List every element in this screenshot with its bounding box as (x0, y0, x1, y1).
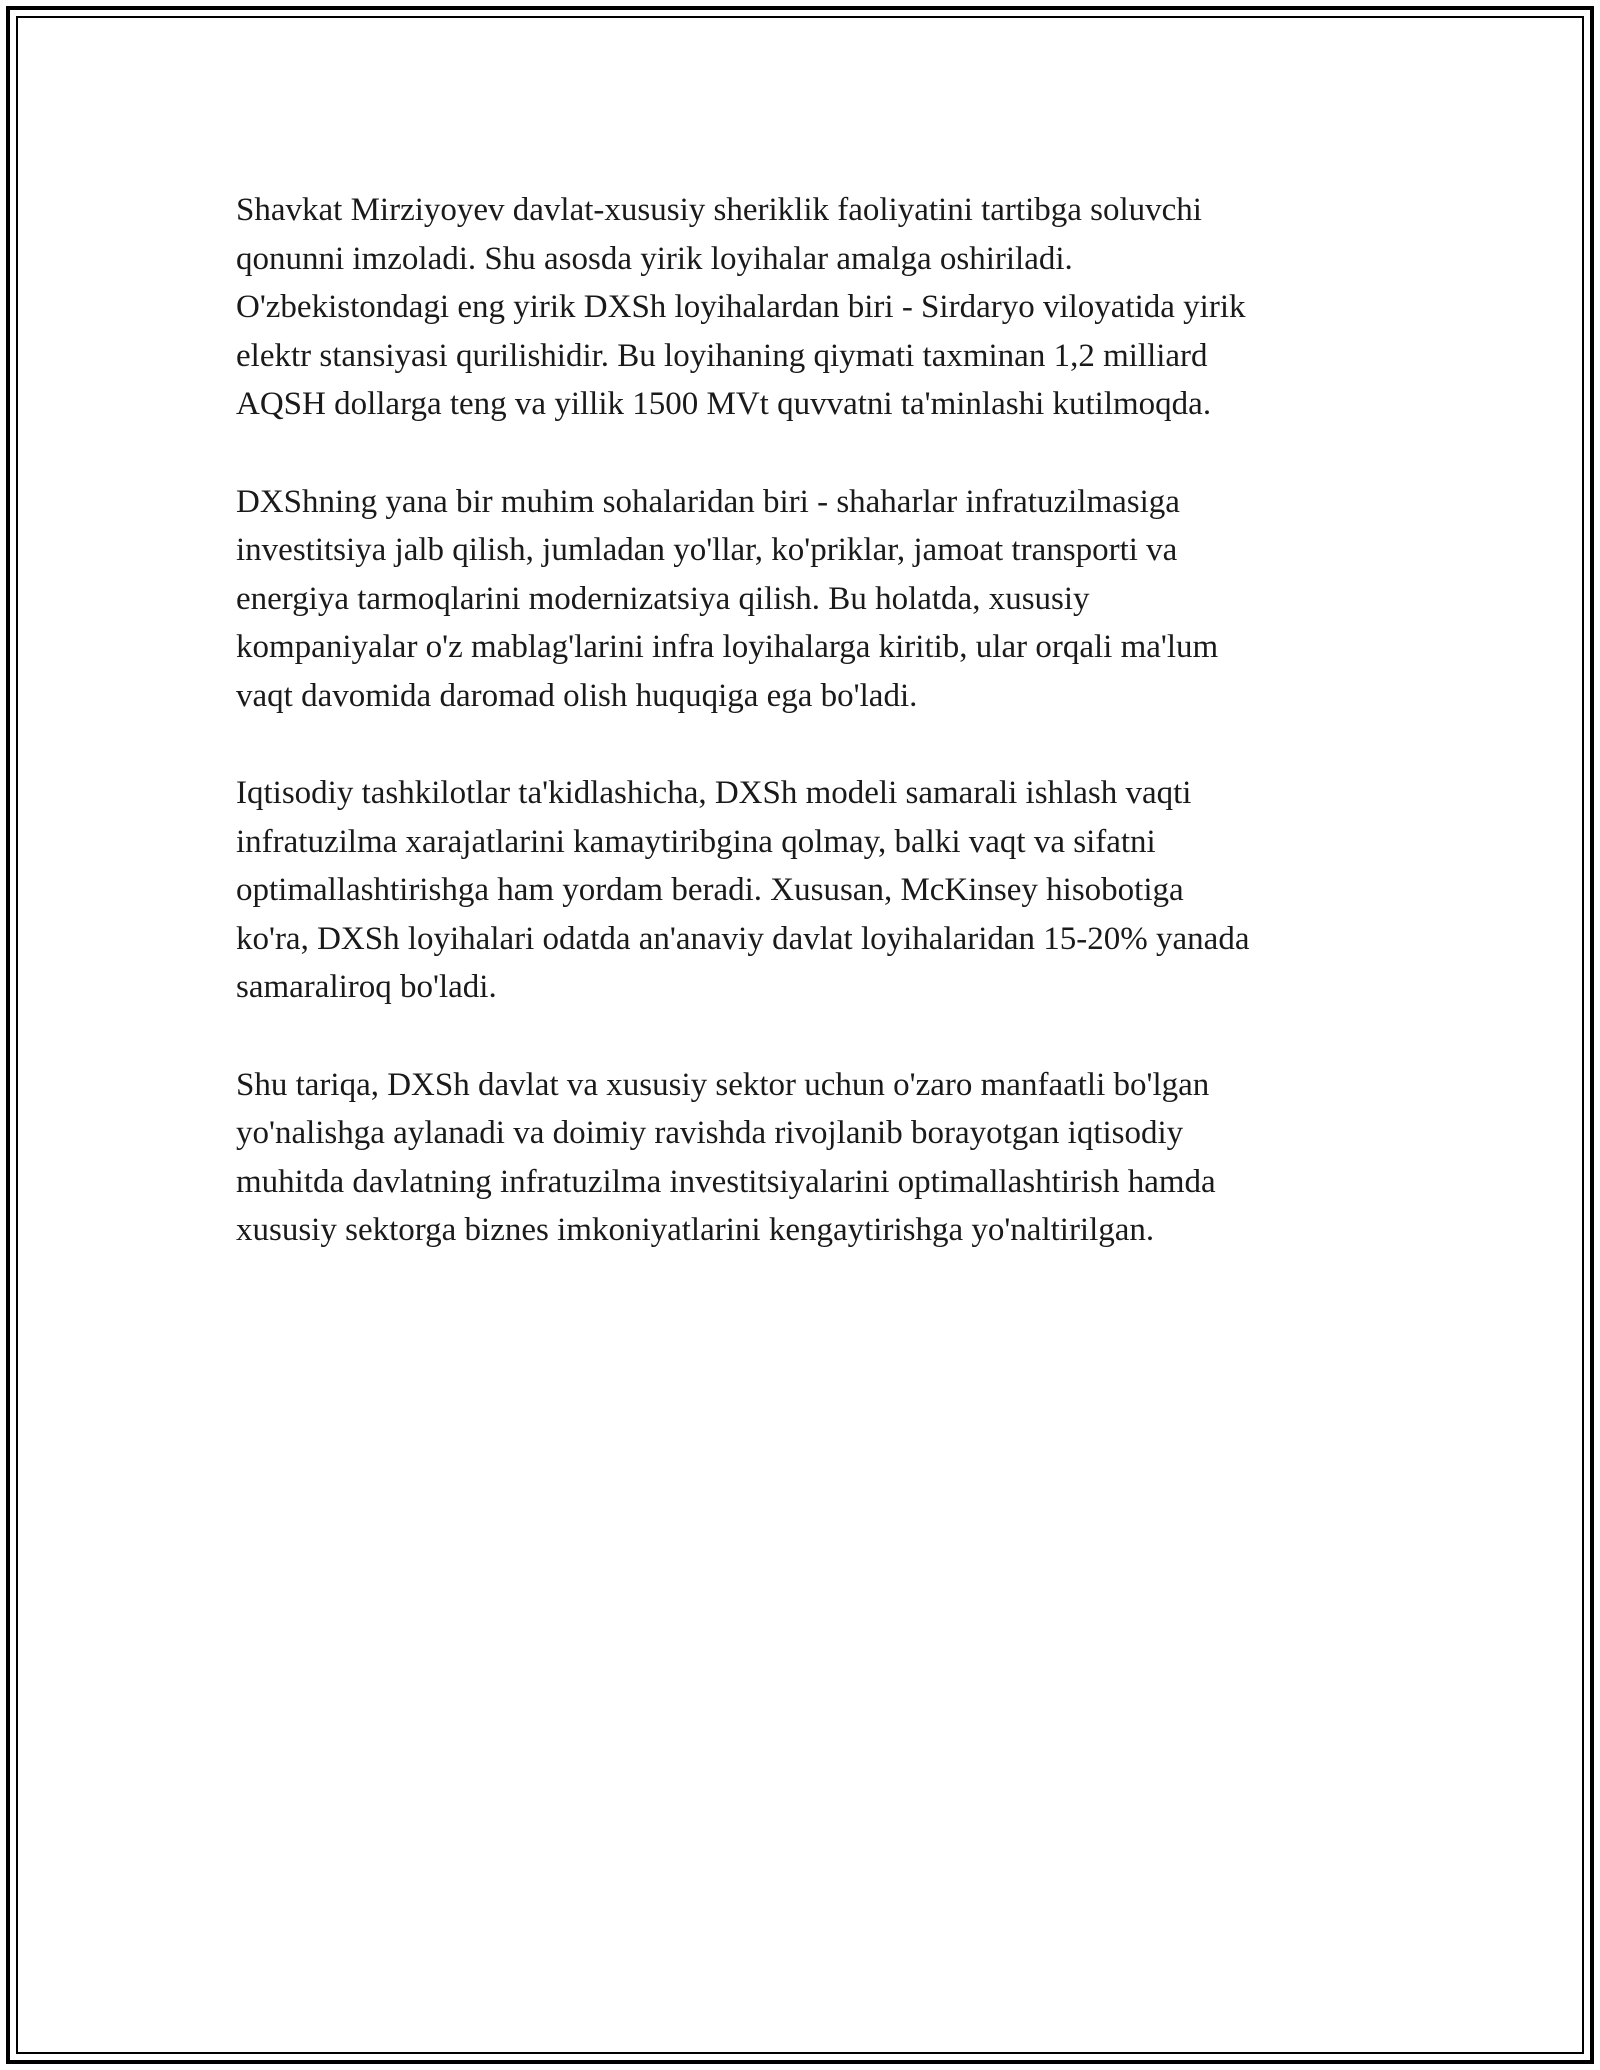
text-line: Shavkat Mirziyoyev davlat-xususiy sheriklik faoliyatini tartibga soluvchi (236, 192, 1202, 228)
paragraph-3 (236, 769, 1376, 1012)
paragraph-4 (236, 1061, 1376, 1255)
paragraph-1 (236, 186, 1376, 429)
text-line: elektr stansiyasi qurilishidir. Bu loyihaning qiymati taxminan 1,2 milliard (236, 337, 1208, 374)
text-line: vaqt davomida daromad olish huquqiga ega bo'ladi. (236, 677, 918, 714)
text-line: infratuzilma xarajatlarini kamaytiribgina qolmay, balki vaqt va sifatni (236, 823, 1156, 860)
text-line: ko'ra, DXSh loyihalari odatda an'anaviy davlat loyihalaridan 15-20% yanada (236, 920, 1250, 957)
text-line: samaraliroq bo'ladi. (236, 969, 497, 1005)
text-line: qonunni imzoladi. Shu asosda yirik loyihalar amalga oshiriladi. (236, 240, 1073, 277)
paragraph-2 (236, 478, 1376, 721)
text-line: energiya tarmoqlarini modernizatsiya qilish. Bu holatda, xususiy (236, 580, 1090, 617)
text-line: AQSH dollarga teng va yillik 1500 MVt quvvatni ta'minlashi kutilmoqda. (236, 386, 1212, 422)
text-line: muhitda davlatning infratuzilma investitsiyalarini optimallashtirish hamda (236, 1163, 1216, 1200)
text-line: yo'nalishga aylanadi va doimiy ravishda rivojlanib borayotgan iqtisodiy (236, 1115, 1184, 1151)
text-line: xususiy sektorga biznes imkoniyatlarini kengaytirishga yo'naltirilgan. (236, 1212, 1155, 1248)
text-line: kompaniyalar o'z mablag'larini infra loyihalarga kiritib, ular orqali ma'lum (236, 629, 1219, 665)
text-line: O'zbekistondagi eng yirik DXSh loyihalardan biri - Sirdaryo viloyatida yirik (236, 289, 1246, 325)
text-line: investitsiya jalb qilish, jumladan yo'llar, ko'priklar, jamoat transporti va (236, 532, 1178, 568)
text-line: Shu tariqa, DXSh davlat va xususiy sektor uchun o'zaro manfaatli bo'lgan (236, 1066, 1210, 1103)
text-line: optimallashtirishga ham yordam beradi. Xususan, McKinsey hisobotiga (236, 872, 1184, 908)
document-body (236, 186, 1376, 1304)
text-line: Iqtisodiy tashkilotlar ta'kidlashicha, DXSh modeli samarali ishlash vaqti (236, 775, 1192, 811)
text-line: DXShning yana bir muhim sohalaridan biri - shaharlar infratuzilmasiga (236, 483, 1180, 520)
